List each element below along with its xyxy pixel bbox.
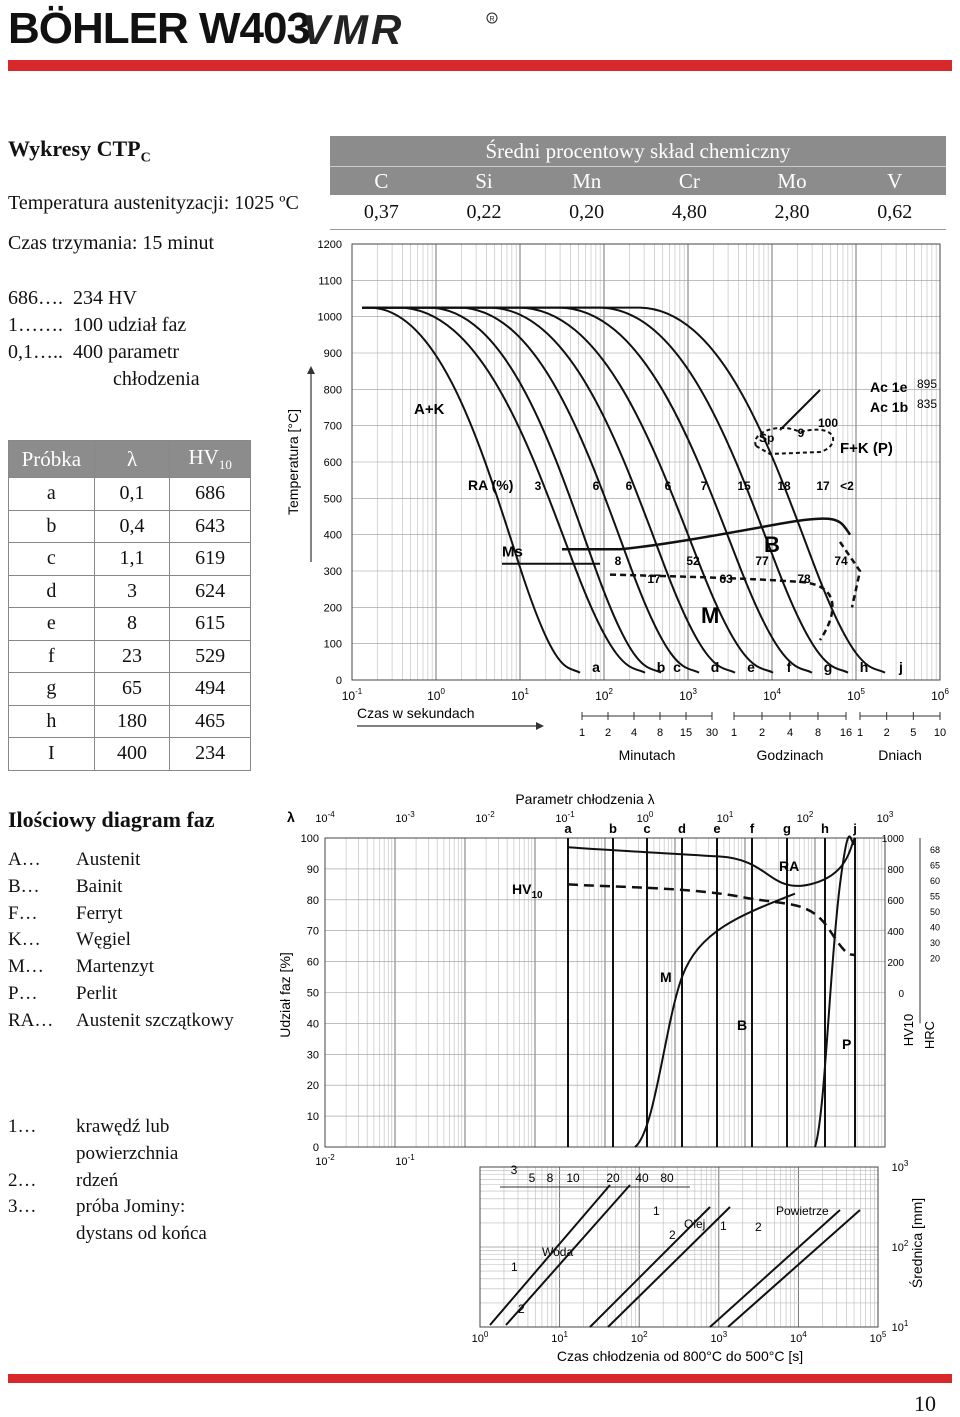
hv-tick-label: 1000 <box>881 834 904 845</box>
y-tick-label: $10^2$ <box>891 1239 909 1254</box>
x-tick-label: $10^{-1}$ <box>341 687 363 703</box>
x-tick-label: $10^{-1}$ <box>395 1153 415 1168</box>
region-label-m: M <box>701 603 720 628</box>
region-label-b: B <box>764 532 780 557</box>
line-label: 2 <box>755 1220 762 1234</box>
curve-label: a <box>564 821 572 836</box>
curve-label: j <box>853 821 857 836</box>
svg-text:VMR: VMR <box>302 10 405 50</box>
jominy-tick-label: 3 <box>510 1163 518 1177</box>
x-tick-label: $10^4$ <box>763 687 781 703</box>
x-tick-label: $10^5$ <box>847 687 865 703</box>
y-tick-label: 500 <box>323 493 342 506</box>
austenitization-text: Temperatura austenityzacji: 1025 ºC <box>8 192 299 214</box>
cooling-legend: 1… krawędź lub powierzchnia 2… rdzeń 3… próba Jominy: dystans od końca <box>8 1116 207 1245</box>
curve-label: f <box>749 821 755 836</box>
time-scale-label: Minutach <box>618 747 676 763</box>
curve-label: e <box>747 659 755 675</box>
ac1e-label: Ac 1e <box>870 379 908 395</box>
time-scale-tick-label: 1 <box>856 727 864 739</box>
medium-label-air: Powietrze <box>776 1204 829 1218</box>
phase-percent-label: 52 <box>686 554 700 568</box>
curve-label: g <box>823 659 833 675</box>
value-cell: 2,80 <box>774 201 810 223</box>
bainite-curve <box>815 836 855 1147</box>
y-tick-label: 40 <box>306 1018 319 1031</box>
chart-title: Parametr chłodzenia λ <box>515 791 655 807</box>
element-cell: Si <box>475 169 493 193</box>
ra-value: 6 <box>664 479 672 493</box>
curve-label: f <box>786 659 792 675</box>
y-tick-label: 60 <box>306 956 319 969</box>
hv-tick-label: 200 <box>887 958 904 969</box>
hrc-tick-label: 65 <box>929 860 940 871</box>
key-value-cont: chłodzenia <box>113 368 200 390</box>
phase-percent-label: 74 <box>834 554 848 568</box>
y-tick-label: 0 <box>312 1142 319 1154</box>
hrc-tick-label: 40 <box>929 922 940 933</box>
x-tick-label: $10^3$ <box>710 1330 728 1345</box>
hrc-axis-label: HRC <box>922 1020 937 1050</box>
y-tick-label: 800 <box>323 384 342 397</box>
martensite-curve <box>635 894 795 1147</box>
hrc-tick-label: 20 <box>929 953 940 964</box>
curve-label: h <box>859 659 869 675</box>
top-accent-bar <box>8 60 952 71</box>
curve-label: c <box>673 659 681 675</box>
element-cell: Mn <box>572 169 602 193</box>
ra-value: 17 <box>816 479 830 493</box>
x-tick-label: $10^6$ <box>931 687 949 703</box>
x-axis-label: Czas w sekundach <box>357 705 475 721</box>
ac1b-value: 835 <box>917 397 938 411</box>
y-tick-label: 0 <box>335 675 342 687</box>
x-tick-label: $10^4$ <box>790 1330 807 1345</box>
lambda-tick-label: $10^{-4}$ <box>315 810 335 825</box>
product-title: BÖHLER W403 <box>8 4 310 53</box>
hv-tick-label: 400 <box>887 927 904 938</box>
region-label-m: M <box>660 969 672 985</box>
table-row: I 400 234 <box>9 738 251 771</box>
cooling-medium-line <box>590 1207 710 1327</box>
ra-value: 6 <box>592 479 600 493</box>
hv-tick-label: 0 <box>898 989 904 1000</box>
hrc-tick-label: 30 <box>929 938 940 948</box>
time-scale-tick-label: 4 <box>630 727 638 739</box>
line-label: 1 <box>511 1260 518 1274</box>
time-scale-tick-label: 1 <box>578 727 586 739</box>
table-row: d 3 624 <box>9 575 251 608</box>
lambda-tick-label: $10^1$ <box>716 810 734 825</box>
line-label: 2 <box>518 1302 525 1316</box>
time-scale-tick-label: 4 <box>786 727 794 739</box>
element-cell: Mo <box>777 169 807 193</box>
y-tick-label: 600 <box>323 457 342 469</box>
table-row: a 0,1 686 <box>9 478 251 511</box>
ra-value: 15 <box>737 479 751 493</box>
jominy-tick-label: 80 <box>660 1171 674 1185</box>
hrc-tick-label: 68 <box>929 845 940 855</box>
time-scale-tick-label: 2 <box>604 727 612 739</box>
value-cell: 4,80 <box>671 201 707 223</box>
curve-label: j <box>899 659 903 675</box>
time-scale-label: Godzinach <box>756 747 824 763</box>
hrc-tick-label: 55 <box>929 891 940 902</box>
y-tick-label: 900 <box>323 348 342 360</box>
phase-chart <box>270 785 952 1175</box>
x-tick-label: $10^3$ <box>679 687 697 703</box>
y-tick-label: 90 <box>306 863 319 876</box>
hrc-tick-label: 60 <box>929 876 940 886</box>
key-value: 100 udział faz <box>73 314 187 336</box>
ra-value: 7 <box>700 479 708 493</box>
time-scale-tick-label: 10 <box>933 727 947 739</box>
region-label-b: B <box>737 1017 748 1033</box>
chemistry-table <box>330 136 946 230</box>
line-label: 1 <box>653 1204 660 1218</box>
cooling-medium-line <box>728 1210 860 1327</box>
chemistry-elements-row <box>330 166 946 195</box>
table-row: h 180 465 <box>9 705 251 738</box>
curve-label: b <box>656 659 666 675</box>
lambda-tick-label: $10^{-1}$ <box>555 810 575 825</box>
vmr-logo <box>300 10 500 50</box>
cooling-medium-line <box>710 1210 840 1327</box>
table-row: c 1,1 619 <box>9 543 251 576</box>
ac1b-label: Ac 1b <box>870 399 909 415</box>
y-tick-label: 10 <box>306 1111 319 1124</box>
time-scale-tick-label: 16 <box>839 727 853 739</box>
y-axis-arrowhead <box>307 366 315 374</box>
y-axis-label: Temperatura [°C] <box>285 409 301 515</box>
jominy-tick-label: 20 <box>606 1171 620 1185</box>
curve-label: d <box>678 821 686 836</box>
curve-label: a <box>592 659 600 675</box>
x-tick-label: $10^5$ <box>869 1330 887 1345</box>
y-tick-label: 1000 <box>317 311 342 324</box>
phase-percent-label: 17 <box>647 572 661 586</box>
y-axis-label: Udział faz [%] <box>277 952 293 1038</box>
time-scale-tick-label: 15 <box>679 727 693 739</box>
phase-percent-label: 63 <box>719 572 733 586</box>
key-value: 400 parametr <box>73 341 180 363</box>
sample-table <box>8 440 251 771</box>
element-cell: V <box>887 169 903 193</box>
region-label-sp: Sp <box>759 431 775 445</box>
ra-value: 18 <box>777 479 791 493</box>
value-cell: 0,62 <box>877 201 913 223</box>
lambda-axis-symbol: λ <box>287 809 295 825</box>
time-scale-tick-label: 1 <box>730 727 738 739</box>
curve-label: b <box>609 821 617 836</box>
hv-axis-label: HV10 <box>901 1013 916 1047</box>
key-value: 234 HV <box>73 287 137 309</box>
ra-value: 3 <box>534 479 542 493</box>
lambda-tick-label: $10^0$ <box>636 810 654 825</box>
time-scale-tick-label: 5 <box>910 727 917 739</box>
lambda-tick-label: $10^2$ <box>796 810 814 825</box>
x-axis-arrowhead <box>536 722 544 730</box>
hv-curve-label: $HV_{10}$ <box>512 881 543 901</box>
y-tick-label: 300 <box>323 566 342 578</box>
jominy-tick-label: 10 <box>566 1171 580 1185</box>
y-tick-label: 30 <box>306 1049 319 1062</box>
curve-label: g <box>783 821 791 836</box>
lambda-tick-label: $10^3$ <box>876 810 894 825</box>
y-tick-label: 1100 <box>318 275 342 288</box>
cooling-chart <box>470 1155 940 1370</box>
element-cell: C <box>374 169 389 193</box>
phase-percent-label: 9 <box>797 426 805 440</box>
x-tick-label: $10^0$ <box>427 687 445 703</box>
x-tick-label: $10^1$ <box>511 687 529 703</box>
region-label-ra: RA <box>779 858 800 874</box>
holding-time-text: Czas trzymania: 15 minut <box>8 232 215 254</box>
ra-value: <2 <box>840 479 854 493</box>
phase-percent-label: 78 <box>797 572 811 586</box>
ferrite-arrow <box>780 390 820 430</box>
phase-percent-label: 8 <box>614 554 622 568</box>
jominy-tick-label: 8 <box>546 1171 554 1185</box>
value-cell: 0,37 <box>363 201 399 223</box>
line-label: 2 <box>669 1228 676 1242</box>
cooling-medium-line <box>608 1207 730 1327</box>
x-axis-label: Czas chłodzenia od 800°C do 500°C [s] <box>556 1348 804 1364</box>
curve-label: e <box>713 821 721 836</box>
ac1e-value: 895 <box>917 377 938 391</box>
jominy-tick-label: 40 <box>635 1171 649 1185</box>
x-tick-label: $10^{-2}$ <box>315 1153 335 1168</box>
key-block <box>8 285 200 393</box>
region-label-ak: A+K <box>414 401 445 418</box>
y-tick-label: 80 <box>306 894 319 907</box>
cooling-curve <box>362 308 735 673</box>
time-scale-tick-label: 30 <box>705 727 719 739</box>
x-tick-label: $10^0$ <box>471 1330 489 1345</box>
y-tick-label: $10^1$ <box>891 1319 909 1334</box>
key-label: 686…. <box>8 287 63 309</box>
table-row: e 8 615 <box>9 608 251 641</box>
y-tick-label: $10^3$ <box>891 1159 909 1174</box>
time-scale-tick-label: 8 <box>814 727 822 739</box>
svg-text:R: R <box>489 16 495 23</box>
curve-label: d <box>710 659 720 675</box>
time-scale-tick-label: 2 <box>883 727 890 739</box>
table-row: b 0,4 643 <box>9 510 251 543</box>
cooling-curve <box>362 308 699 673</box>
curve-label: c <box>643 821 651 836</box>
y-tick-label: 70 <box>306 925 319 938</box>
hrc-tick-label: 50 <box>929 907 940 917</box>
y-axis-label: Średnica [mm] <box>909 1197 925 1289</box>
y-tick-label: 700 <box>323 420 342 433</box>
element-cell: Cr <box>678 169 700 193</box>
chemistry-title: Średni procentowy skład chemiczny <box>330 136 946 166</box>
time-scale-tick-label: 8 <box>656 727 664 739</box>
chemistry-values-row <box>330 195 946 230</box>
phase-legend: A… Austenit B… Bainit F… Ferryt K… Węgiel M… Martenzyt P… Perlit RA… Austenit szczątkowy <box>8 849 234 1031</box>
x-tick-label: $10^1$ <box>551 1330 568 1345</box>
time-scale-tick-label: 2 <box>758 727 766 739</box>
col-lambda: λ <box>94 441 170 478</box>
medium-label-water: Woda <box>542 1245 574 1259</box>
table-header-row <box>9 441 251 478</box>
x-tick-label: $10^2$ <box>595 687 613 703</box>
table-row: g 65 494 <box>9 673 251 706</box>
line-label: 1 <box>720 1219 727 1233</box>
y-tick-label: 50 <box>306 987 319 1000</box>
page-number: 10 <box>914 1391 936 1416</box>
region-label-fk: F+K (P) <box>840 440 893 457</box>
y-tick-label: 100 <box>300 833 319 845</box>
ms-label: Ms <box>502 543 523 561</box>
ra-value: 6 <box>625 479 633 493</box>
hv-tick-label: 800 <box>887 865 904 876</box>
y-tick-label: 400 <box>323 529 342 542</box>
hv-tick-label: 600 <box>887 896 904 907</box>
y-tick-label: 20 <box>306 1080 319 1093</box>
key-label: 0,1….. <box>8 341 63 363</box>
value-cell: 0,22 <box>466 201 502 223</box>
ra-label: RA (%) <box>468 477 514 493</box>
phase-percent-label: 100 <box>817 416 839 430</box>
y-tick-label: 100 <box>323 638 342 651</box>
key-label: 1……. <box>8 314 63 336</box>
jominy-tick-label: 5 <box>528 1171 536 1185</box>
x-tick-label: $10^2$ <box>630 1330 648 1345</box>
cct-title: Wykresy $CTP_C$ <box>8 136 151 166</box>
col-hv: $HV_{10}$ <box>170 441 251 478</box>
medium-label-oil: Olej <box>684 1217 706 1231</box>
curve-label: h <box>821 821 829 836</box>
col-sample: Próbka <box>9 441 95 478</box>
region-label-p: P <box>842 1036 852 1052</box>
phase-diagram-title: Ilościowy diagram faz <box>8 807 215 832</box>
y-tick-label: 1200 <box>317 239 342 251</box>
lambda-tick-label: $10^{-3}$ <box>395 810 415 825</box>
table-row: f 23 529 <box>9 640 251 673</box>
time-scale-label: Dniach <box>878 747 922 763</box>
bottom-accent-bar <box>8 1374 952 1383</box>
value-cell: 0,20 <box>569 201 605 223</box>
lambda-tick-label: $10^{-2}$ <box>475 810 495 825</box>
cct-chart <box>280 232 952 772</box>
y-tick-label: 200 <box>323 602 342 615</box>
phase-percent-label: 77 <box>755 554 769 568</box>
